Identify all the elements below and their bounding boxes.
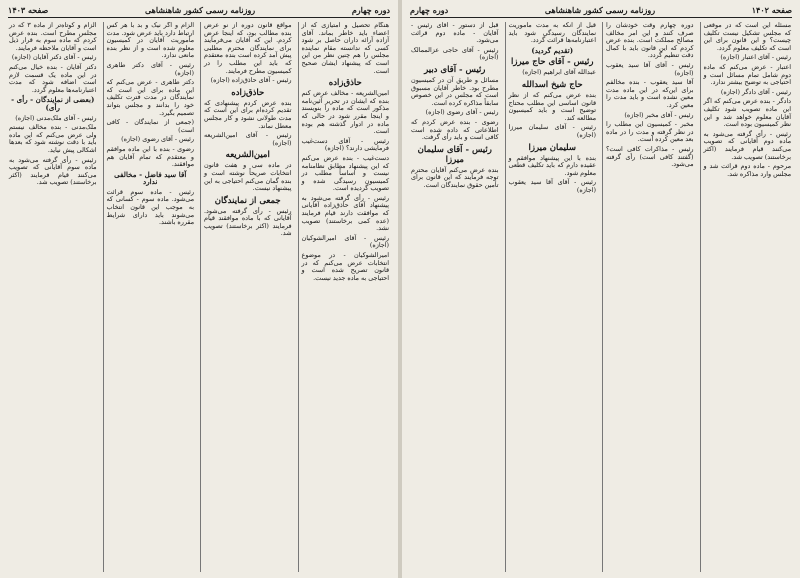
left-page-columns (6, 22, 392, 572)
interjection-line: (بعضی از نمایندگان - رأی - رأی) (11, 95, 95, 112)
paragraph: رئیس - آقای رضوی (اجازه) (425, 108, 499, 117)
speaker-heading: سلیمان میرزا (528, 142, 576, 153)
interjection-line: آقا سید فاضل - مخالفی ندارد (114, 169, 187, 187)
paragraph: امیرالشوکیان - در موضوع انتخابات عرض می‌کنم که در قانون تصریح شده است و احتیاجی به ماده جدید نیست. (301, 251, 389, 282)
left-page-column-4 (6, 22, 100, 572)
right-page-column-1 (700, 22, 795, 572)
right-page-column-4 (408, 22, 502, 572)
right-page-header (410, 3, 792, 18)
right-header-page-number: صفحه ۱۴۰۲ (751, 5, 792, 15)
right-header-period: دوره چهارم (410, 5, 449, 15)
left-page-header (8, 3, 390, 18)
paragraph: رئیس - آقای امیرالشوکیان (اجازه) (301, 233, 389, 250)
paragraph: رئیس - آقای حاجی عزالممالک (اجازه) (411, 45, 499, 62)
right-page-column-3 (505, 22, 600, 572)
left-header-title: روزنامه رسمی کشور شاهنشاهی (144, 5, 256, 15)
paragraph: امین‌الشریعه - مخالف عرض کنم بنده که ایشان در تحریر آئین‌نامه مذکور است که ماده را بنویسند و اینجا مقرر شود در حالی که ماده در ادوار گذشته هم بوده است. (301, 89, 389, 136)
paragraph: رئیس - آقای سلیمان میرزا (اجازه) (508, 123, 596, 139)
paragraph: رئیس - آقای امین‌الشریعه (اجازه) (204, 131, 292, 147)
paragraph: رئیس - آقای آقا سید یعقوب (اجازه) (606, 60, 694, 77)
right-page-column-2 (602, 22, 697, 572)
paragraph: الزام و اگر نیک و بد با هر کس ارتباط دارد باید عرض شود. مدت مأموریت آقایان در کمیسیون معلوم شده است و از نظر بنده مانعی ندارد. (106, 22, 194, 60)
paragraph: مسئله این است که در موقعی که مجلس تشکیل نیست تکلیف چیست؟ و این قانون برای این است که تکلیف معلوم گردد. (703, 22, 791, 52)
paragraph: رئیس - آقای اعتبار (اجازه) (720, 53, 791, 62)
paragraph: رئیس - ماده سوم قرائت می‌شود. ماده سوم - کسانی که به موجب این قانون انتخاب می‌شوند باید دارای شرایط مقرره باشند. (106, 187, 194, 227)
speaker-heading: رئیس - آقای دبیر (424, 64, 486, 75)
paragraph: در ماده سی و هفت قانون انتخابات صریحاً نوشته است و بنده گمان می‌کنم احتیاجی به این پیشنهاد نیست. (204, 161, 292, 193)
paragraph: مرحوم - ماده دوم قرائت شد و مجلس وارد مذاکره شد. (703, 162, 791, 178)
paragraph: (جمعی از نمایندگان - کافی است) (106, 118, 194, 134)
speaker-heading: حاذق‌زاده (231, 87, 265, 98)
paragraph: رئیس - رأی گرفته می‌شود. آقایانی که با ماده موافقند قیام فرمایند (اکثر برخاستند) تصویب شد. (204, 206, 292, 238)
paragraph: رضوی - بنده عرض کردم که اطلاعاتی که داده شده است کافی است و باید رأی گرفت. (411, 117, 499, 142)
paragraph: رئیس - آقای دادگر (اجازه) (720, 87, 791, 96)
left-header-page-number: صفحه ۱۴۰۳ (8, 5, 49, 15)
paragraph: رئیس - مذاکرات کافی است؟ (گفتند کافی است) رأی گرفته می‌شود. (606, 144, 694, 169)
left-header-period: دوره چهارم (351, 5, 390, 15)
paragraph: عبدالله آقای ابراهیم (اجازه) (522, 68, 596, 77)
paragraph: دوره چهارم وقت خودشان را صرف کنند و این امر مخالف مصالح مملکت است. بنده عرض کردم که این قانون باید با کمال دقت تنظیم گردد. (606, 22, 694, 60)
paragraph: رئیس - رأی گرفته می‌شود به پیشنهاد آقای حاذق‌زاده آقایانی که موافقت دارند قیام فرمایند (عده کمی برخاستند) تصویب نشد. (301, 193, 389, 233)
paragraph: قبل از دستور - آقای رئیس - آقایان - ماده دوم قرائت می‌شود. (411, 22, 499, 45)
paragraph: رئیس - آقای ملک‌مدنی (اجازه) (15, 113, 97, 122)
paragraph: ملک‌مدنی - بنده مخالف نیستم ولی عرض می‌کنم که این ماده باید با دقت نوشته شود که بعدها اشکالی پیش نیاید. (9, 123, 97, 154)
paragraph: رضوی - بنده با این ماده موافقم و معتقدم که تمام آقایان هم موافقند. (106, 144, 194, 169)
paragraph: رئیس - آقای دکتر طاهری (اجازه) (106, 60, 194, 77)
speaker-heading: رئیس - آقای حاج میرزا (510, 57, 594, 68)
left-page-column-3 (103, 22, 198, 572)
paragraph: رئیس - آقای آقا سید یعقوب (اجازه) (508, 178, 596, 194)
right-header-title: روزنامه رسمی کشور شاهنشاهی (544, 5, 656, 15)
paragraph: بنده عرض کردم پیشنهادی که تقدیم کرده‌ام برای این است که مدت طولانی نشود و کار مجلس معطل نماند. (204, 98, 292, 130)
right-page (402, 0, 800, 578)
paragraph: دکتر آقایان - بنده خیال می‌کنم در این ماده یک قسمت لازم است اضافه شود که مدت اعتبارنامه‌ها معلوم گردد. (9, 62, 97, 94)
paragraph: دادگر - بنده عرض می‌کنم که اگر این ماده تصویب شود تکلیف آقایان معلوم خواهد شد و این نظر کمیسیون بوده است. (703, 97, 791, 129)
paragraph: بنده عرض می‌کنم آقایان محترم توجه فرمایند که این قانون برای تأمین حقوق نمایندگان است. (411, 165, 499, 189)
paragraph: دکتر طاهری - عرض می‌کنم که این ماده برای این است که نمایندگان در مدت فترت تکلیف خود را بدانند و مجلس بتواند تصمیم بگیرد. (106, 78, 194, 117)
paragraph: قبل از آنکه به مدت مأموریت نمایندگان رسیدگی شود باید اعتبارنامه‌ها قرائت گردد. (508, 22, 596, 45)
left-page (0, 0, 398, 578)
paragraph: رئیس - رأی گرفته می‌شود به ماده دوم آقایانی که تصویب می‌کنند قیام فرمایند (اکثر برخاستند) تصویب شد. (703, 129, 791, 161)
paragraph: رئیس - آقای رضوی (اجازه) (121, 135, 194, 144)
left-page-column-1 (298, 22, 393, 572)
speaker-heading: رئیس - آقای سلیمان میرزا (417, 144, 492, 165)
paragraph: الزام و کوتاه‌تر از ماده ۳ که در مجلس مطرح است. بنده عرض کردم که ماده سوم به قرار ذیل است و آقایان ملاحظه فرمایند. (9, 22, 97, 52)
paragraph: رئیس - آقای حاذق‌زاده (اجازه) (210, 76, 292, 85)
paragraph: مسائل و طریق آن در کمیسیون مطرح بود. خاطر آقایان مسبوق است که مجلس در این خصوص سابقاً مذاکره کرده است. (411, 75, 499, 107)
speaker-heading: حاذق‌زاده (328, 78, 362, 89)
interjection-line: (تقدیم گردید) (531, 45, 574, 55)
paragraph: بنده با این پیشنهاد موافقم و عقیده دارم که باید تکلیف قطعی معلوم شود. (508, 153, 596, 177)
paragraph: رئیس - آقای مخبر (اجازه) (624, 110, 694, 119)
speaker-heading: حاج شیخ اسدالله (521, 79, 583, 90)
speaker-heading: امین‌الشریعه (225, 150, 270, 161)
paragraph: رئیس - رأی گرفته می‌شود به ماده سوم آقایانی که تصویب می‌کنند قیام فرمایند (اکثر برخاستند) تصویب شد. (9, 155, 97, 187)
paragraph: مخبر - کمیسیون این مطلب را در نظر گرفته و مدت را در ماده بعد معین کرده است. (606, 120, 694, 144)
paragraph: آقا سید یعقوب - بنده مخالفم برای این‌که در این ماده مدت معین نشده است و باید مدت را معین کرد. (606, 78, 694, 109)
paragraph: هنگام تحصیل و امتیازی که از اعضاء باید خاطر بماند. آقای آزاده آرائه داران حاصل بر شود کسی که ندانسته مقام نماینده مجلس را هم چنین نظر من این است که پیشنهاد ایشان صحیح است. (301, 22, 389, 75)
speaker-heading: جمعی از نمایندگان (214, 195, 281, 206)
paragraph: اعتبار - عرض می‌کنم که ماده دوم شامل تمام مسائل است و احتیاجی به توضیح بیشتر ندارد. (703, 62, 791, 87)
left-page-column-2 (200, 22, 295, 572)
paragraph: رئیس - آقای دست‌غیب فرمایشی دارند؟ (اجازه) (301, 136, 389, 153)
paragraph: بنده عرض می‌کنم که از نظر قانون اساسی این مطلب محتاج توضیح است و باید کمیسیون مطالعه کند. (508, 90, 596, 122)
right-page-columns (408, 22, 794, 572)
paragraph: رئیس - آقای دکتر آقایان (اجازه) (11, 53, 97, 62)
paragraph: مواقع قانون دوره از نو عرض بنده مطالب بود، که اینجا عرض کردم. این که آقایان می‌فرمایند برای نمایندگان محترم مطلبی پیش آمد کرده است بنده معتقدم که باید این مطلب را در کمیسیون مطرح فرمایند. (204, 22, 292, 75)
paragraph: دست‌غیب - بنده عرض می‌کنم که این پیشنهاد مطابق نظامنامه نیست و اساساً مطلب در کمیسیون رسیدگی شده و تصویب گردیده است. (301, 153, 389, 193)
